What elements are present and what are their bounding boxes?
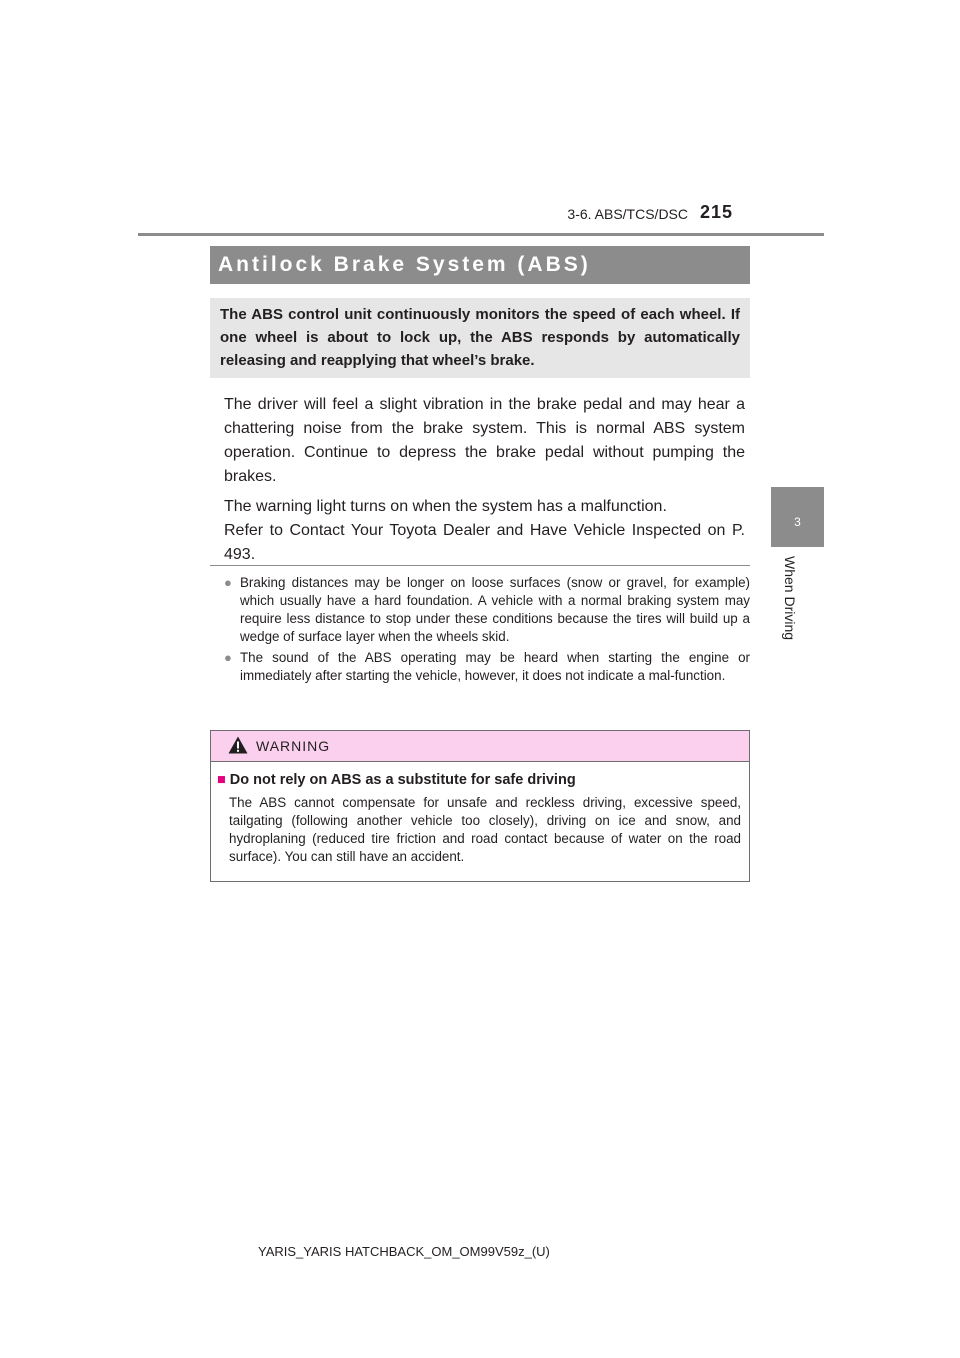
note-text: The sound of the ABS operating may be heard when starting the engine or immediately after starting the vehicle, however, it does not indicate a mal-function. (240, 650, 750, 683)
notes-list (224, 574, 750, 688)
section-reference: 3-6. ABS/TCS/DSC (567, 206, 688, 222)
chapter-tab (771, 487, 824, 547)
section-title-bar (210, 246, 750, 284)
note-bullet: ● (224, 575, 232, 590)
warning-subhead (217, 772, 576, 788)
note-text: Braking distances may be longer on loose surfaces (snow or gravel, for example) which usually have a hard foundation. A vehicle with a normal braking system may require less distance to stop under these conditions because the tires will build up a wedge of surface layer when the wheels skid. (240, 575, 750, 644)
warning-label: WARNING (256, 738, 331, 754)
warning-bullet: ■ (217, 772, 226, 788)
warning-body: The ABS cannot compensate for unsafe and reckless driving, excessive speed, tailgating (following another vehicle too closely), driving on ice and snow, and hydroplaning (reduced tire friction and road contact because of water on the road surface). You can still have an accident. (229, 795, 741, 864)
chapter-title: When Driving (782, 556, 798, 641)
body-paragraph: The driver will feel a slight vibration in the brake pedal and may hear a chattering noise from the brake system. This is normal ABS system operation. Continue to depress the brake pedal without pumping the brakes. (224, 396, 745, 485)
note-item (224, 649, 750, 685)
section-title: Antilock Brake System (ABS) (218, 253, 591, 276)
page-number: 215 (700, 202, 734, 222)
section-intro: The ABS control unit continuously monitors the speed of each wheel. If one wheel is about to lock up, the ABS responds by automatically releasing and reapplying that wheel’s brake. (210, 298, 750, 378)
header-rule (138, 233, 824, 236)
warning-header (211, 731, 749, 762)
body-paragraph: The warning light turns on when the system has a malfunction. (224, 498, 667, 515)
chapter-number: 3 (794, 515, 801, 529)
note-bullet: ● (224, 650, 232, 665)
warning-triangle-icon (228, 736, 248, 754)
warning-box (210, 730, 750, 882)
notes-rule (210, 565, 750, 566)
body-text (224, 393, 745, 573)
warning-subhead-text: Do not rely on ABS as a substitute for safe driving (229, 772, 576, 788)
manual-reference: YARIS_YARIS HATCHBACK_OM_OM99V59z_(U) (258, 1244, 550, 1259)
note-item (224, 574, 750, 646)
body-paragraph: Refer to Contact Your Toyota Dealer and Have Vehicle Inspected on P. 493. (224, 522, 745, 563)
